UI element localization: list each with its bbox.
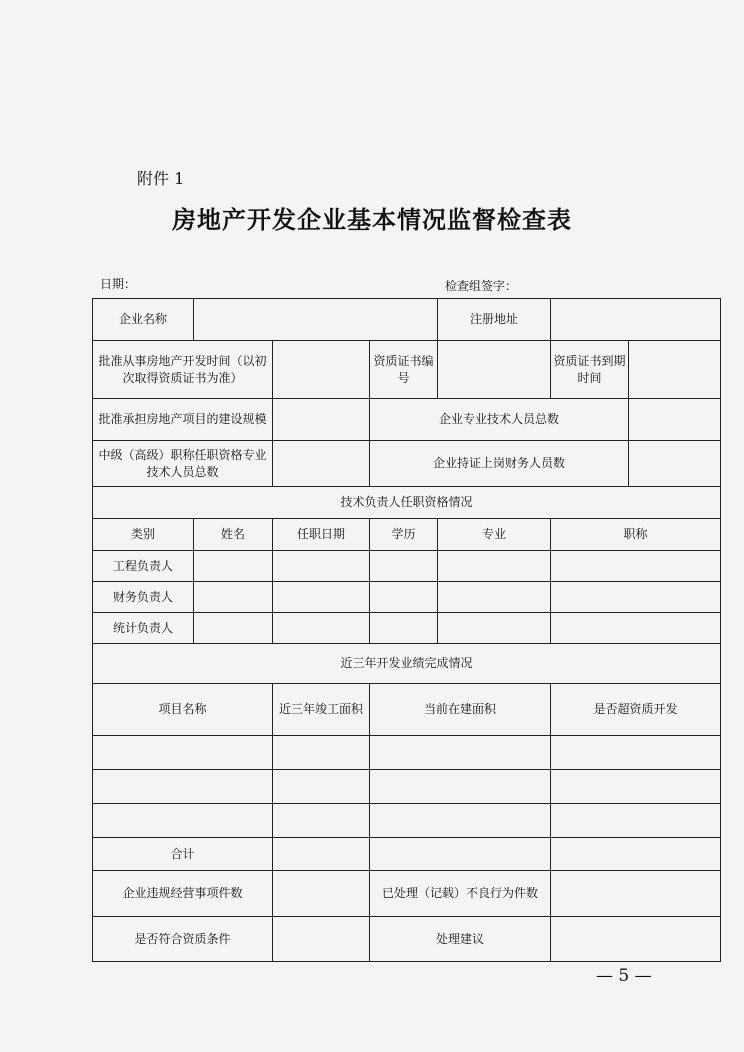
signature-label: 检查组签字： [445,279,518,293]
table-cell[interactable] [194,551,273,582]
tech-leaders-section-title: 技术负责人任职资格情况 [93,487,721,519]
table-cell[interactable] [551,804,721,838]
column-header: 当前在建面积 [370,684,551,736]
table-header-row [93,684,721,736]
cert-number-label: 资质证书编号 [370,341,438,399]
total-label: 合计 [93,838,273,871]
table-row [93,299,721,341]
table-cell[interactable] [194,613,273,644]
illegal-events-cell[interactable] [273,871,370,917]
illegal-events-label: 企业违规经营事项件数 [93,871,273,917]
cert-expiry-cell[interactable] [629,341,721,399]
registered-address-label: 注册地址 [438,299,551,341]
table-cell[interactable] [438,613,551,644]
approval-time-label: 批准从事房地产开发时间（以初次取得资质证书为准） [93,341,273,399]
table-cell[interactable] [273,736,370,770]
table-row [93,838,721,871]
column-header: 项目名称 [93,684,273,736]
table-cell[interactable] [438,551,551,582]
table-row [93,399,721,441]
page-number: — 5 — [596,966,652,986]
table-row [93,770,721,804]
table-cell[interactable] [551,770,721,804]
column-header: 近三年竣工面积 [273,684,370,736]
certified-finance-staff-label: 企业持证上岗财务人员数 [370,441,629,487]
performance-section-title: 近三年开发业绩完成情况 [93,644,721,684]
table-row [93,551,721,582]
table-cell[interactable] [370,804,551,838]
project-scale-cell[interactable] [273,399,370,441]
total-tech-staff-label: 企业专业技术人员总数 [370,399,629,441]
table-cell[interactable] [194,582,273,613]
bad-records-label: 已处理（记载）不良行为件数 [370,871,551,917]
row-label: 工程负责人 [93,551,194,582]
table-cell[interactable] [273,838,370,871]
registered-address-cell[interactable] [551,299,721,341]
column-header: 姓名 [194,519,273,551]
cert-expiry-label: 资质证书到期时间 [551,341,629,399]
table-row [93,804,721,838]
company-name-label: 企业名称 [93,299,194,341]
cert-number-cell[interactable] [438,341,551,399]
attachment-label: 附件 1 [137,169,185,188]
certified-finance-staff-cell[interactable] [629,441,721,487]
table-row [93,871,721,917]
table-cell[interactable] [551,582,721,613]
column-header: 专业 [438,519,551,551]
table-cell[interactable] [370,551,438,582]
column-header: 任职日期 [273,519,370,551]
mid-senior-staff-cell[interactable] [273,441,370,487]
total-tech-staff-cell[interactable] [629,399,721,441]
column-header: 类别 [93,519,194,551]
table-row [93,341,721,399]
table-cell[interactable] [370,736,551,770]
table-cell[interactable] [93,770,273,804]
table-cell[interactable] [273,613,370,644]
handling-suggestion-cell[interactable] [551,917,721,962]
table-cell[interactable] [273,770,370,804]
table-cell[interactable] [551,838,721,871]
table-row [93,487,721,519]
project-scale-label: 批准承担房地产项目的建设规模 [93,399,273,441]
bad-records-cell[interactable] [551,871,721,917]
qualification-compliant-label: 是否符合资质条件 [93,917,273,962]
handling-suggestion-label: 处理建议 [370,917,551,962]
table-cell[interactable] [551,551,721,582]
table-cell[interactable] [273,551,370,582]
table-row [93,917,721,962]
table-row [93,644,721,684]
table-cell[interactable] [438,582,551,613]
table-row [93,582,721,613]
page-title: 房地产开发企业基本情况监督检查表 [172,205,572,234]
table-row [93,613,721,644]
company-name-cell[interactable] [194,299,438,341]
table-cell[interactable] [93,804,273,838]
table-cell[interactable] [370,613,438,644]
inspection-form-table [92,298,721,962]
table-cell[interactable] [273,582,370,613]
table-cell[interactable] [93,736,273,770]
table-cell[interactable] [551,736,721,770]
column-header: 学历 [370,519,438,551]
row-label: 统计负责人 [93,613,194,644]
date-label: 日期： [100,277,137,291]
mid-senior-staff-label: 中级（高级）职称任职资格专业技术人员总数 [93,441,273,487]
qualification-compliant-cell[interactable] [273,917,370,962]
table-row [93,441,721,487]
table-cell[interactable] [370,582,438,613]
column-header: 是否超资质开发 [551,684,721,736]
table-header-row [93,519,721,551]
table-cell[interactable] [370,838,551,871]
table-cell[interactable] [551,613,721,644]
column-header: 职称 [551,519,721,551]
table-cell[interactable] [273,804,370,838]
table-cell[interactable] [370,770,551,804]
row-label: 财务负责人 [93,582,194,613]
table-row [93,736,721,770]
approval-time-cell[interactable] [273,341,370,399]
